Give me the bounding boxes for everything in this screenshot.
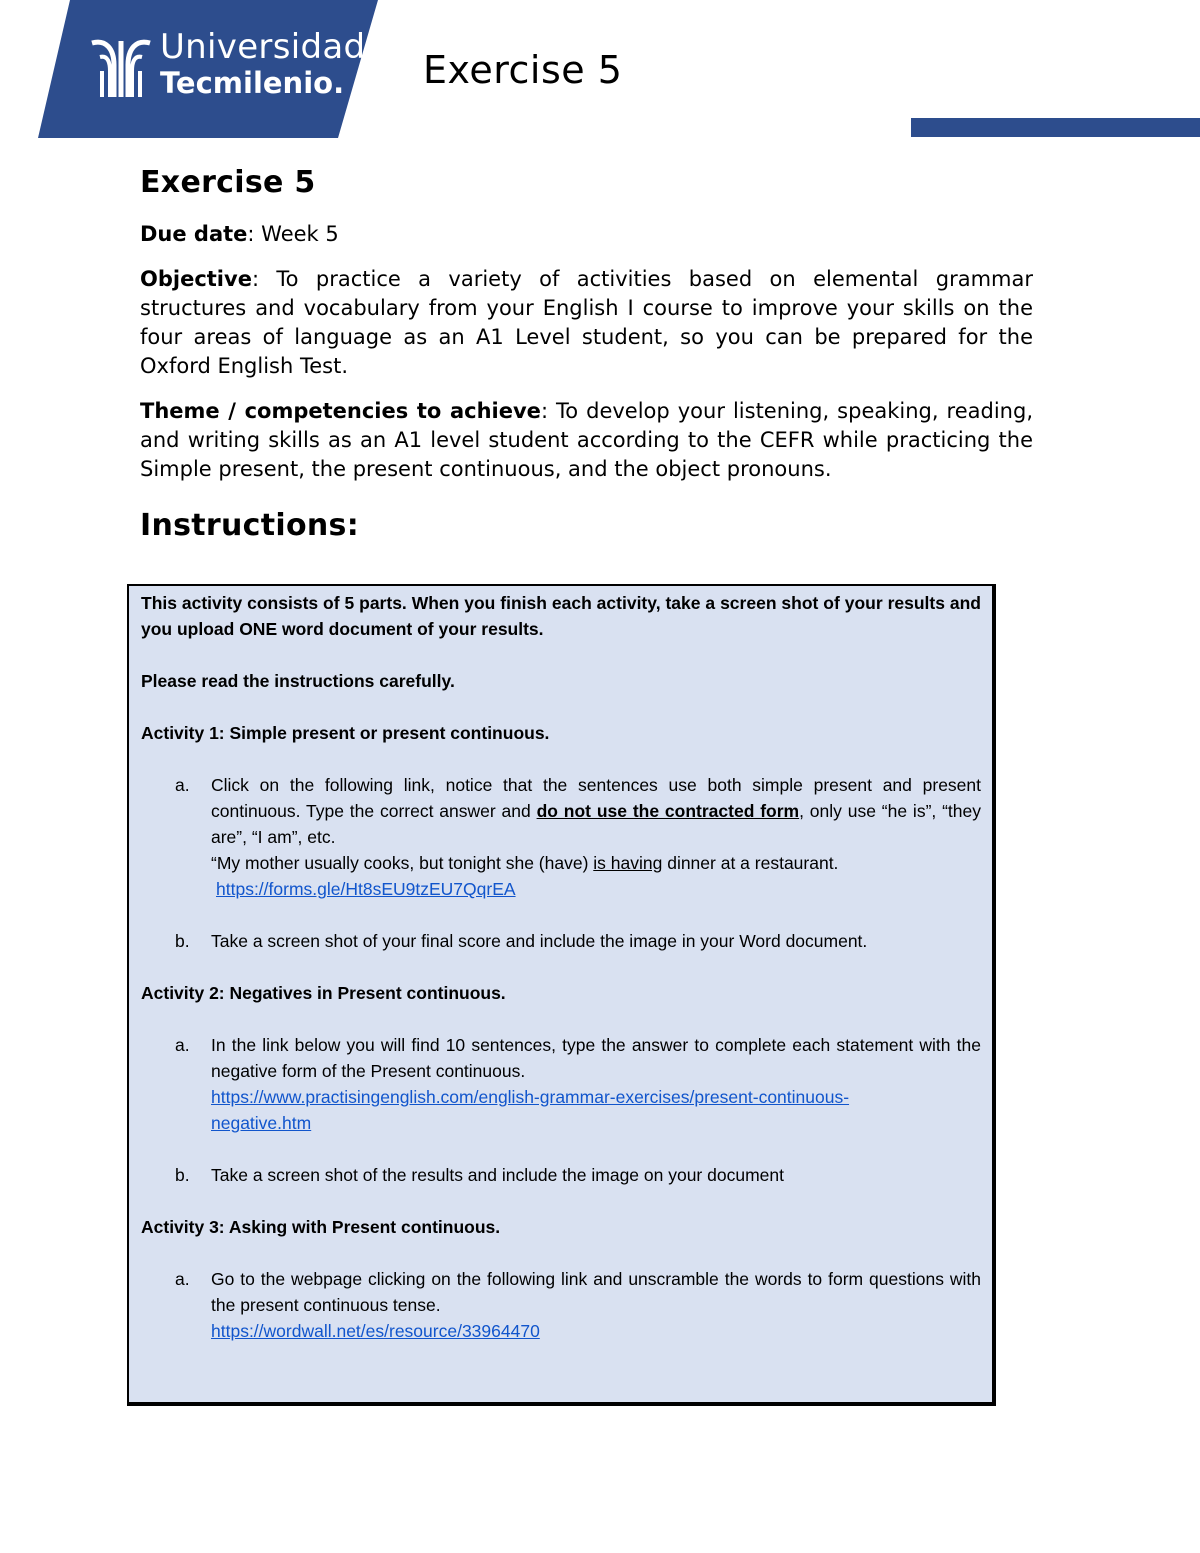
activity1-a-text2: , only use “he is”, “they are”, “I am”, etc.: [211, 801, 981, 847]
item-body: [211, 1266, 981, 1344]
theme-label: Theme / competencies to achieve: [140, 399, 541, 423]
activity1-title: [141, 720, 981, 746]
objective-text: : To practice a variety of activities based on elemental grammar structures and vocabulary from your English I course to improve your skills on the four areas of language as an A1 Level student, so you can be prepared for the Oxford English Test.: [140, 267, 1033, 378]
due-date-value: : Week 5: [247, 222, 339, 246]
due-date-label: Due date: [140, 222, 248, 246]
item-letter: a.: [175, 775, 190, 795]
theme-text: : To develop your listening, speaking, reading, and writing skills as an A1 level student according to the CEFR while practicing the Simple present, the present continuous, and the object pronouns.: [140, 399, 1033, 481]
instructions-box: [127, 584, 996, 1406]
read-carefully-text: Please read the instructions carefully.: [141, 671, 455, 691]
activity1-example-end: dinner at a restaurant.: [662, 853, 839, 873]
activity2-link-part1[interactable]: https://www.practisingenglish.com/english-grammar-exercises/present-continuous-: [211, 1087, 850, 1107]
activity3-title: [141, 1214, 981, 1240]
item-body: Take a screen shot of your final score and include the image in your Word document.: [211, 931, 868, 951]
due-date-paragraph: [140, 220, 1033, 249]
instructions-intro: [141, 590, 981, 642]
intro-text: This activity consists of 5 parts. When you finish each activity, take a screen shot of your results and you upload ONE word document of your results.: [141, 593, 981, 639]
activity1-item-b: [175, 928, 981, 954]
logo-wordmark: [160, 27, 366, 100]
theme-paragraph: [140, 397, 1033, 484]
header-title: Exercise 5: [423, 48, 623, 92]
activity2-title: [141, 980, 981, 1006]
logo-line-universidad: Universidad: [160, 27, 366, 67]
activity3-link[interactable]: https://wordwall.net/es/resource/33964470: [211, 1321, 540, 1341]
document-body: [140, 165, 1033, 543]
item-body: [211, 1032, 981, 1136]
activity1-example-start: “My mother usually cooks, but tonight she (have): [211, 853, 594, 873]
header-accent-bar: [911, 118, 1200, 137]
activity2-item-a: [175, 1032, 981, 1136]
activity2-link-part2[interactable]: negative.htm: [211, 1113, 312, 1133]
item-letter: a.: [175, 1035, 190, 1055]
item-letter: b.: [175, 1165, 190, 1185]
item-letter: a.: [175, 1269, 190, 1289]
activity2-title-text: Activity 2: Negatives in Present continuous.: [141, 983, 506, 1003]
activity3-a-text: Go to the webpage clicking on the following link and unscramble the words to form questions with the present continuous tense.: [211, 1269, 981, 1315]
item-body: Take a screen shot of the results and include the image on your document: [211, 1165, 784, 1185]
activity2-a-text: In the link below you will find 10 sentences, type the answer to complete each statement with the negative form of the Present continuous.: [211, 1035, 981, 1081]
tecmilenio-logo-icon: [88, 35, 154, 101]
activity2-item-b: [175, 1162, 981, 1188]
activity1-title-text: Activity 1: Simple present or present continuous.: [141, 723, 550, 743]
item-letter: b.: [175, 931, 190, 951]
instructions-heading: Instructions:: [140, 508, 359, 543]
activity1-example-answer: is having: [593, 853, 663, 873]
read-carefully: [141, 668, 981, 694]
logo-line-tecmilenio: Tecmilenio.: [160, 65, 345, 100]
activity1-a-text1: Click on the following link, notice that the sentences use both simple present and present continuous. Type the correct answer and: [211, 775, 981, 821]
objective-paragraph: [140, 265, 1033, 381]
objective-label: Objective: [140, 267, 252, 291]
document-title: Exercise 5: [140, 165, 316, 200]
activity1-item-a: [175, 772, 981, 902]
activity3-title-text: Activity 3: Asking with Present continuous.: [141, 1217, 501, 1237]
instructions-content: [141, 590, 981, 1344]
activity3-item-a: [175, 1266, 981, 1344]
item-body: [211, 772, 981, 902]
activity1-link[interactable]: https://forms.gle/Ht8sEU9tzEU7QqrEA: [216, 879, 516, 899]
activity1-a-emphasis: do not use the contracted form: [536, 801, 800, 821]
